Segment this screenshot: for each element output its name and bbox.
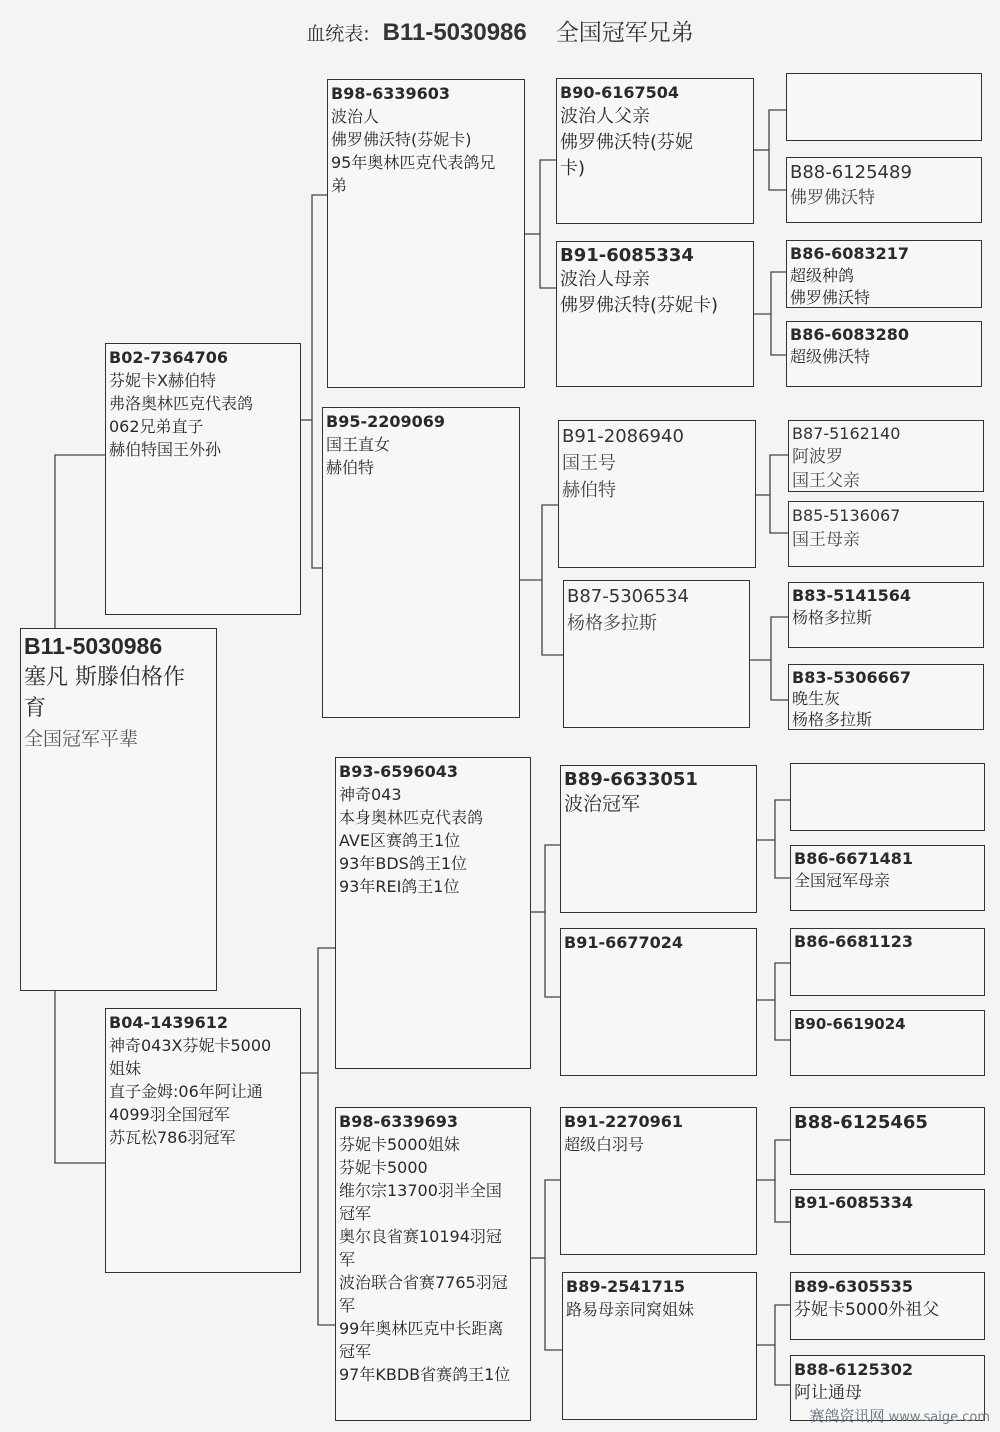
pedigree-box-g3 — [786, 240, 982, 308]
box-line: 塞凡 斯滕伯格作 — [24, 665, 185, 690]
connector-sds — [770, 455, 788, 533]
title-ring-number: B11-5030986 — [382, 19, 527, 46]
box-line: 本身奥林匹克代表鸽 — [339, 808, 484, 827]
box-line: 芬妮卡X赫伯特 — [109, 371, 216, 390]
box-line: 93年REI鸽王1位 — [339, 877, 460, 896]
box-line: 育 — [24, 696, 47, 721]
ring-number: B04-1439612 — [109, 1013, 229, 1032]
box-line: 超级佛沃特 — [790, 347, 871, 366]
box-line: 国王号 — [562, 453, 616, 474]
ring-number: B91-6085334 — [794, 1193, 914, 1212]
pedigree-box-ss — [327, 79, 525, 388]
ring-number: B95-2209069 — [326, 412, 446, 431]
pedigree-box-sd — [322, 407, 520, 718]
connector-dds — [775, 1140, 790, 1222]
pedigree-box-dds — [560, 1107, 757, 1255]
box-line: 卡) — [560, 158, 586, 179]
box-line: 佛罗佛沃特(芬妮卡) — [331, 130, 472, 149]
box-line: 神奇043X芬妮卡5000 — [109, 1036, 272, 1055]
box-line: 波治冠军 — [564, 793, 641, 815]
box-line: 赫伯特国王外孙 — [109, 440, 222, 459]
pedigree-box-subject — [20, 628, 217, 991]
pedigree-box-g1 — [786, 73, 982, 141]
connector-ddd — [775, 1305, 790, 1385]
ring-number: B98-6339693 — [339, 1112, 459, 1131]
connector-ssd — [771, 272, 786, 355]
ring-number: B87-5162140 — [792, 424, 901, 443]
box-line: 赫伯特 — [326, 458, 375, 477]
connector-ds — [545, 845, 560, 997]
box-line: 弟 — [331, 176, 348, 195]
pedigree-box-ssd — [556, 241, 754, 387]
pedigree-box-sss — [556, 78, 754, 224]
box-line: AVE区赛鸽王1位 — [339, 831, 461, 850]
pedigree-box-g9 — [790, 763, 985, 831]
pedigree-box-sire — [105, 343, 301, 615]
watermark-site: 赛鸽资讯网 — [809, 1407, 885, 1425]
box-line: 国王母亲 — [792, 530, 860, 550]
pedigree-box-ds — [335, 757, 531, 1069]
box-line: 佛罗佛沃特(芬妮 — [560, 132, 694, 153]
box-line: 国王直女 — [326, 435, 391, 454]
pedigree-box-ddd — [562, 1272, 757, 1420]
connector-sss — [769, 110, 786, 190]
pedigree-box-dsd — [560, 928, 757, 1076]
ring-number: B88-6125465 — [794, 1112, 928, 1133]
box-line: 弗洛奥林匹克代表鸽 — [109, 394, 254, 413]
ring-number: B02-7364706 — [109, 348, 229, 367]
ring-number: B85-5136067 — [792, 506, 901, 525]
box-line: 军 — [339, 1250, 356, 1269]
box-line: 晚生灰 — [792, 689, 841, 708]
ring-number: B83-5306667 — [792, 668, 912, 687]
ring-number: B89-2541715 — [566, 1277, 686, 1296]
ring-number: B87-5306534 — [567, 586, 689, 607]
box-line: 杨格多拉斯 — [792, 710, 873, 729]
box-line: 93年BDS鸽王1位 — [339, 854, 467, 873]
box-line: 冠军 — [339, 1204, 372, 1223]
box-line: 95年奥林匹克代表鸽兄 — [331, 153, 496, 172]
box-line: 阿波罗 — [792, 447, 843, 467]
box-line: 国王父亲 — [792, 471, 860, 491]
pedigree-box-g6 — [788, 501, 984, 567]
box-line: 奥尔良省赛10194羽冠 — [339, 1227, 502, 1246]
box-line: 062兄弟直子 — [109, 417, 204, 436]
ring-number: B98-6339603 — [331, 84, 451, 103]
site-watermark — [810, 1405, 991, 1426]
box-line: 阿让通母 — [794, 1383, 862, 1403]
box-line: 超级白羽号 — [564, 1135, 645, 1154]
box-line: 佛罗佛沃特 — [790, 188, 875, 208]
ring-number: B88-6125302 — [794, 1360, 914, 1379]
pedigree-box-g12 — [790, 1010, 985, 1076]
pedigree-box-g8 — [788, 664, 984, 730]
ring-number: B89-6633051 — [564, 769, 698, 790]
box-line: 军 — [339, 1296, 356, 1315]
box-line: 4099羽全国冠军 — [109, 1105, 230, 1124]
box-line: 维尔宗13700羽半全国 — [339, 1181, 502, 1200]
box-line: 芬妮卡5000姐妹 — [339, 1135, 460, 1154]
pedigree-box-g14 — [790, 1189, 985, 1255]
box-line: 佛罗佛沃特 — [790, 288, 871, 307]
box-line: 波治联合省赛7765羽冠 — [339, 1273, 508, 1292]
ring-number: B91-6085334 — [560, 245, 694, 266]
pedigree-box-sds — [558, 420, 756, 568]
box-line: 赫伯特 — [562, 480, 616, 501]
box-line: 杨格多拉斯 — [567, 613, 657, 634]
ring-number: B91-2086940 — [562, 426, 684, 447]
pedigree-box-g2 — [786, 157, 982, 223]
connector-ss — [540, 160, 556, 288]
pedigree-box-g13 — [790, 1107, 985, 1175]
ring-number: B86-6681123 — [794, 932, 914, 951]
box-line: 佛罗佛沃特(芬妮卡) — [560, 295, 719, 316]
pedigree-box-g4 — [786, 321, 982, 387]
pedigree-box-g10 — [790, 845, 985, 911]
box-line: 直子金姆:06年阿让通 — [109, 1082, 263, 1101]
ring-number: B89-6305535 — [794, 1277, 914, 1296]
pedigree-box-dss — [560, 765, 757, 913]
ring-number: B83-5141564 — [792, 586, 912, 605]
pedigree-box-g15 — [790, 1272, 985, 1340]
pedigree-box-g5 — [788, 420, 984, 492]
box-line: 芬妮卡5000 — [339, 1158, 428, 1177]
box-line: 冠军 — [339, 1342, 372, 1361]
box-line: 姐妹 — [109, 1059, 142, 1078]
box-line: 路易母亲同窝姐妹 — [566, 1300, 695, 1319]
box-line: 芬妮卡5000外祖父 — [794, 1300, 940, 1320]
title-suffix: 全国冠军兄弟 — [555, 20, 694, 46]
ring-number: B86-6671481 — [794, 849, 914, 868]
ring-number: B86-6083217 — [790, 244, 910, 263]
box-line: 99年奥林匹克中长距离 — [339, 1319, 504, 1338]
ring-number: B90-6619024 — [794, 1015, 906, 1033]
ring-number: B86-6083280 — [790, 325, 910, 344]
box-line: 97年KBDB省赛鸽王1位 — [339, 1365, 511, 1384]
box-line: 神奇043 — [339, 785, 402, 804]
box-line: 苏瓦松786羽冠军 — [109, 1128, 236, 1147]
ring-number: B91-2270961 — [564, 1112, 684, 1131]
ring-number: B11-5030986 — [24, 633, 163, 659]
pedigree-box-dam — [105, 1008, 301, 1273]
box-line: 波治人 — [331, 107, 380, 126]
box-line: 超级种鸽 — [790, 266, 855, 285]
watermark-url: www.saige.com — [888, 1410, 990, 1425]
ring-number: B90-6167504 — [560, 83, 680, 102]
pedigree-box-g11 — [790, 928, 985, 996]
box-line: 全国冠军母亲 — [794, 871, 891, 890]
connector-sdd — [771, 617, 788, 700]
connector-dss — [775, 800, 790, 878]
pedigree-box-g7 — [788, 582, 984, 648]
title-prefix: 血统表: — [306, 23, 370, 45]
box-line: 杨格多拉斯 — [792, 608, 873, 627]
pedigree-box-sdd — [563, 580, 750, 728]
box-line: 全国冠军平辈 — [24, 728, 139, 750]
ring-number: B88-6125489 — [790, 162, 912, 183]
pedigree-box-dd — [335, 1107, 531, 1421]
box-line: 波治人母亲 — [560, 269, 650, 290]
ring-number: B93-6596043 — [339, 762, 459, 781]
box-line: 波治人父亲 — [560, 106, 650, 127]
connector-dsd — [775, 963, 790, 1040]
ring-number: B91-6677024 — [564, 933, 684, 952]
